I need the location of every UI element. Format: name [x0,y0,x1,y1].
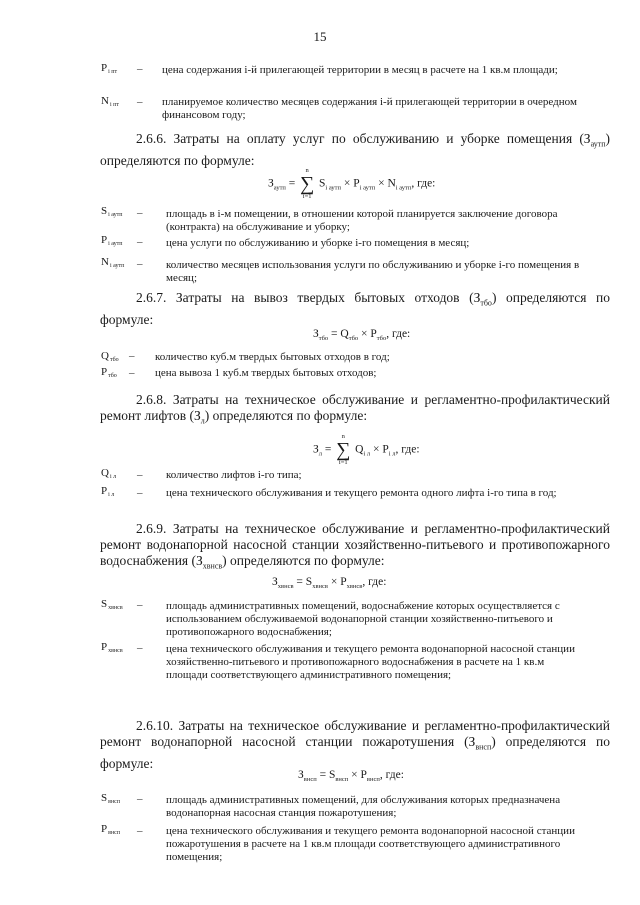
definition-text: планируемое количество месяцев содержания i-й прилегающей территории в очередном финансовом году; [162,96,577,121]
symbol-q-l: $Q_{i л}$ [101,467,117,480]
dash: – [137,236,143,248]
symbol-n-autp: $N_{i аутп}$ [101,256,125,269]
dash: – [137,207,143,219]
symbol-p-tbo: $P_{тбо}$ [101,366,117,379]
dash: – [129,367,135,379]
formula-2-6-8: $З_л$ = n ∑ i=1 $Q_{i л} \times P_{i л}$, где: [313,433,420,466]
dash: – [137,487,143,499]
sum-symbol: n ∑ i=1 [336,433,351,466]
definition-text: цена технического обслуживания и текущего ремонта одного лифта i-го типа в год; [166,487,557,499]
symbol-s-autp: $S_{i аутп}$ [101,205,123,218]
symbol-p-vnsp: $P_{внсп}$ [101,823,121,836]
paragraph-2-6-9: 2.6.9. Затраты на техническое обслуживание и регламентно-профилактический ремонт водонапорной насосной станции хозяйственно-питьевого и противопожарного водоснабжения $(З_{хвнсв})$ определяются по формуле: [100,521,610,571]
formula-2-6-9: $З_{хвнсв} = S_{хвнсв} \times P_{хвнсв}$, где: [272,576,387,590]
paragraph-2-6-7: 2.6.7. Затраты на вывоз твердых бытовых отходов $(З_{тбо})$ определяются по формуле: [100,290,610,327]
dash: – [137,258,143,270]
symbol-q-tbo: $Q_{тбо}$ [101,350,119,363]
definition-text: количество лифтов i-го типа; [166,469,302,481]
symbol-p-khvnsv: $P_{хвнсв}$ [101,641,123,654]
definition-text: количество куб.м твердых бытовых отходов в год; [155,351,390,363]
dash: – [137,642,143,654]
definition-text: цена вывоза 1 куб.м твердых бытовых отходов; [155,367,377,379]
dash: – [137,96,143,108]
definition-text: площадь административных помещений, для обслуживания которых предназначена водонапорная насосная станция пожаротушения; [166,794,561,819]
paragraph-2-6-10: 2.6.10. Затраты на техническое обслуживание и регламентно-профилактический ремонт водонапорной насосной станции пожаротушения $(З_{внсп})$ определяются по формуле: [100,718,610,771]
paragraph-2-6-6: 2.6.6. Затраты на оплату услуг по обслуживанию и уборке помещения $(З_{аутп})$ определяются по формуле: [100,131,610,168]
paragraph-2-6-8: 2.6.8. Затраты на техническое обслуживание и регламентно-профилактический ремонт лифтов $(З_л)$ определяются по формуле: [100,392,610,426]
symbol-s-khvnsv: $S_{хвнсв}$ [101,598,123,611]
definition-text: цена технического обслуживания и текущего ремонта водонапорной насосной станции пожаротушения в расчете на 1 кв.м площади соответствующего административного помещения; [166,825,575,863]
dash: – [137,63,143,75]
definition-text: цена услуги по обслуживанию и уборке i-го помещения в месяц; [166,237,470,249]
definition-text: площадь административных помещений, водоснабжение которых осуществляется с использованием обслуживаемой водонапорной станции хозяйственно-питьевого и противопожарного водоснабжения; [166,600,560,638]
dash: – [137,793,143,805]
definition-text: цена содержания i-й прилегающей территории в месяц в расчете на 1 кв.м площади; [162,64,558,76]
formula-2-6-6: $З_{аутп}$ = n ∑ i=1 $S_{i аутп} \times P_{i аутп} \times N_{i аутп}$, где: [268,167,436,200]
definition-text: количество месяцев использования услуги по обслуживанию и уборке i-го помещения в месяц; [166,259,580,284]
dash: – [137,825,143,837]
symbol-p-pt: $P_{i пт}$ [101,62,118,75]
dash: – [137,599,143,611]
sum-symbol: n ∑ i=1 [300,167,315,200]
symbol-p-l: $P_{i л}$ [101,485,115,498]
dash: – [137,469,143,481]
formula-2-6-10: $З_{внсп} = S_{внсп} \times P_{внсп}$, где: [298,769,404,783]
symbol-p-autp: $P_{i аутп}$ [101,234,123,247]
definition-text: цена технического обслуживания и текущего ремонта водонапорной насосной станции хозяйственно-питьевого и противопожарного водоснабжения в расчете на 1 кв.м площади соответствующего административного помещения; [166,643,575,681]
definition-text: площадь в i-м помещении, в отношении которой планируется заключение договора (контракта) на обслуживание и уборку; [166,208,558,233]
symbol-s-vnsp: $S_{внсп}$ [101,792,121,805]
symbol-n-pt: $N_{i пт}$ [101,95,119,108]
dash: – [129,350,135,362]
formula-2-6-7: $З_{тбо} = Q_{тбо} \times P_{тбо}$, где: [313,328,411,342]
page-number: 15 [313,29,327,44]
